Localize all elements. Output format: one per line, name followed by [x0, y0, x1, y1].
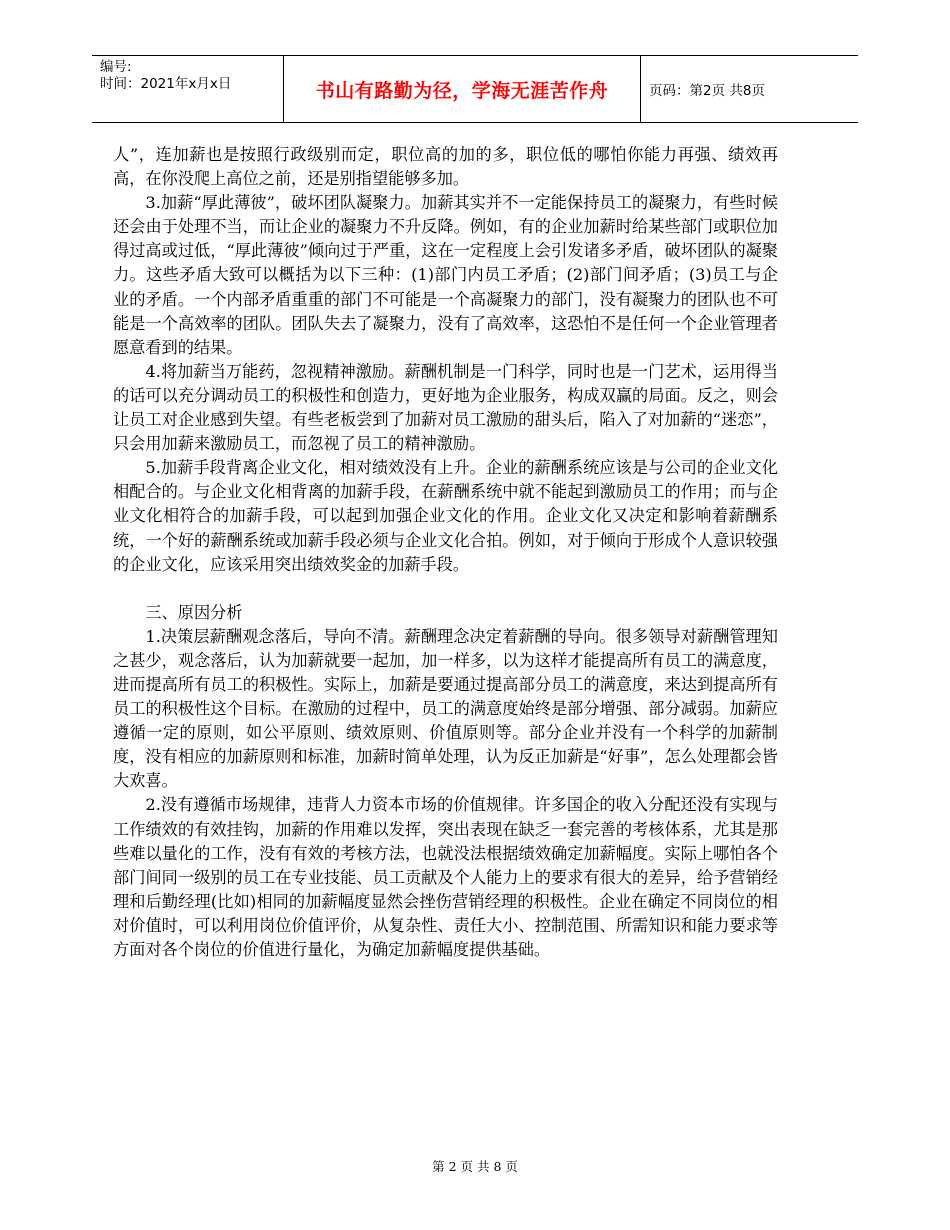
paragraph-point-4: 4.将加薪当万能药，忽视精神激励。薪酬机制是一门科学，同时也是一门艺术，运用得当的话可以充分调动员工的积极性和创造力，更好地为企业服务，构成双赢的局面。反之，则会让员工对企业感到失望。有些老板尝到了加薪对员工激励的甜头后，陷入了对加薪的“迷恋”，只会用加薪来激励员工，而忽视了员工的精神激励。	[113, 361, 778, 454]
document-time-label: 时间：2021年x月x日	[100, 76, 232, 92]
document-body	[113, 143, 778, 962]
section-heading-cause-analysis: 三、原因分析	[145, 602, 243, 622]
paragraph-cause-1: 1.决策层薪酬观念落后，导向不清。薪酬理念决定着薪酬的导向。很多领导对薪酬管理知之甚少，观念落后，认为加薪就要一起加，加一样多，以为这样才能提高所有员工的满意度，进而提高所有员工的积极性。实际上，加薪是要通过提高部分员工的满意度，来达到提高所有员工的积极性这个目标。在激励的过程中，员工的满意度始终是部分增强、部分减弱。加薪应遵循一定的原则，如公平原则、绩效原则、价值原则等。部分企业并没有一个科学的加薪制度，没有相应的加薪原则和标准，加薪时简单处理，认为反正加薪是“好事”，怎么处理都会皆大欢喜。	[113, 626, 778, 791]
header-page-info: 页码：第2页 共8页	[649, 83, 765, 99]
page-header	[92, 55, 858, 123]
document-number-label: 编号:	[100, 59, 132, 75]
page-footer: 第 2 页 共 8 页	[432, 1159, 518, 1174]
paragraph-continued: 人”，连加薪也是按照行政级别而定，职位高的加的多，职位低的哪怕你能力再强、绩效再高，在你没爬上高位之前，还是别指望能够多加。	[113, 145, 778, 189]
header-meta	[92, 56, 284, 122]
blank-line	[113, 577, 778, 601]
paragraph-point-3: 3.加薪“厚此薄彼”，破坏团队凝聚力。加薪其实并不一定能保持员工的凝聚力，有些时候还会由于处理不当，而让企业的凝聚力不升反降。例如，有的企业加薪时给某些部门或职位加得过高或过低，“厚此薄彼”倾向过于严重，这在一定程度上会引发诸多矛盾，破坏团队的凝聚力。这些矛盾大致可以概括为以下三种：(1)部门内员工矛盾；(2)部门间矛盾；(3)员工与企业的矛盾。一个内部矛盾重重的部门不可能是一个高凝聚力的部门，没有凝聚力的团队也不可能是一个高效率的团队。团队失去了凝聚力，没有了高效率，这恐怕不是任何一个企业管理者愿意看到的结果。	[113, 193, 778, 357]
paragraph-cause-2: 2.没有遵循市场规律，违背人力资本市场的价值规律。许多国企的收入分配还没有实现与工作绩效的有效挂钩，加薪的作用难以发挥，突出表现在缺乏一套完善的考核体系，尤其是那些难以量化的工作，没有有效的考核方法，也就没法根据绩效确定加薪幅度。实际上哪怕各个部门间同一级别的员工在专业技能、员工贡献及个人能力上的要求有很大的差异，给予营销经理和后勤经理(比如)相同的加薪幅度显然会挫伤营销经理的积极性。企业在确定不同岗位的相对价值时，可以利用岗位价值评价，从复杂性、责任大小、控制范围、所需知识和能力要求等方面对各个岗位的价值进行量化，为确定加薪幅度提供基础。	[113, 795, 778, 959]
paragraph-point-5: 5.加薪手段背离企业文化，相对绩效没有上升。企业的薪酬系统应该是与公司的企业文化相配合的。与企业文化相背离的加薪手段，在薪酬系统中就不能起到激励员工的作用；而与企业文化相符合的加薪手段，可以起到加强企业文化的作用。企业文化又决定和影响着薪酬系统，一个好的薪酬系统或加薪手段必须与企业文化合拍。例如，对于倾向于形成个人意识较强的企业文化，应该采用突出绩效奖金的加薪手段。	[113, 458, 778, 574]
header-motto: 书山有路勤为径，学海无涯苦作舟	[284, 56, 641, 122]
